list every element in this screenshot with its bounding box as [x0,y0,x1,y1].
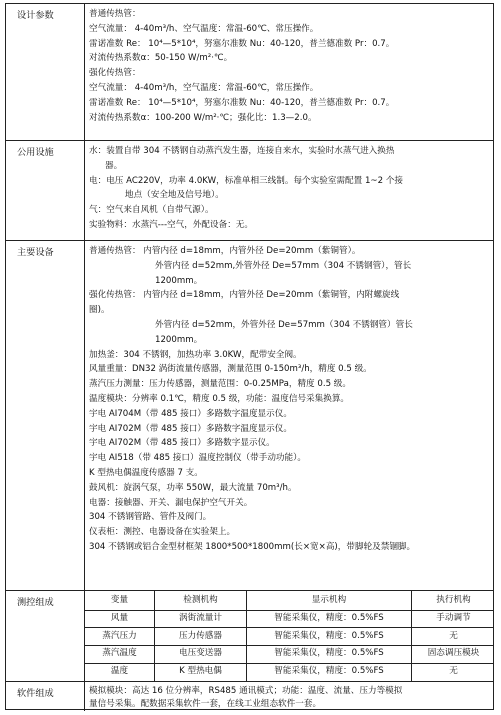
text-line: 宇电 AI518（带 485 接口）温度控制仪（带手动功能）。 [89,453,306,464]
text-line: 1200mm。 [155,275,203,286]
cell-detector: 涡街流量计 [155,609,247,628]
software-label: 软件组成 [17,688,54,699]
table-header-row [85,591,493,611]
text-line: 宇电 AI702M（带 485 接口）多路数字显示仪。 [89,438,275,449]
cell-variable: 风量 [85,609,155,628]
text-line: 风量重量：DN32 涡街流量传感器，测量范围 0-150m³/h，精度 0.5 级。 [89,364,372,375]
header-detector: 检测机构 [155,591,247,610]
cell-variable: 温度 [85,662,155,682]
text-line: 外管内径 d=52mm，外管外径 De=57mm（304 不锈钢管）管长 [155,319,413,330]
table-row [85,644,493,664]
measurement-table [85,591,493,681]
design-params-row [6,4,493,141]
cell-detector: 电压变送器 [155,644,247,663]
text-line: 蒸汽压力测量：压力传感器，测量范围：0-0.25MPa，精度 0.5 级。 [89,379,351,390]
cell-display: 智能采集仪，精度：0.5%FS [247,627,412,646]
text-line: 空气流量： 4-40m³/h，空气温度：常温-60℃，常压操作。 [89,82,319,93]
equipment-content [89,244,491,555]
cell-detector: 压力传感器 [155,627,247,646]
text-line: 1200mm。 [155,334,203,345]
text-line: 对流传热系数α：100-200 W/m²·℃；强化比：1.3—2.0。 [89,112,317,123]
measurement-label: 测控组成 [17,597,54,608]
text-line: K 型热电偶温度传感器 7 支。 [89,467,203,478]
cell-actuator: 固态调压模块 [427,648,480,659]
text-line: 电器：接触器、开关、漏电保护空气开关。 [89,497,253,508]
cell-display: 智能采集仪，精度：0.5%FS [247,609,412,628]
text-line: 模拟模块：高达 16 位分辨率，RS485 通讯模式；功能：温度、流量、压力等模拟 [89,686,403,696]
header-variable: 变量 [85,591,155,610]
cell-detector: K 型热电偶 [155,662,247,682]
table-row [85,627,493,647]
text-line: 电：电压 AC220V，功率 4.0KW，标准单相三线制。每个实验室需配置 1~2 个接 [89,175,404,186]
text-line: 加热釜：304 不锈钢，加热功率 3.0KW，配带安全阀。 [89,349,302,360]
utilities-label: 公用设施 [17,147,54,158]
text-line: 强化传热管： [89,68,141,79]
text-line: 地点（安全地及信号地）。 [125,190,224,201]
cell-actuator: 手动调节 [436,612,471,623]
text-line: 宇电 AI704M（带 485 接口）多路数字温度显示仪。 [89,408,292,419]
design-params-label: 设计参数 [17,10,54,21]
text-line: 仪表柜：测控、电器设备在实验架上。 [89,527,236,538]
design-params-content [89,7,491,125]
text-line: 气：空气来自风机（自带气源）。 [89,205,214,216]
text-line: 304 不锈钢管路、管件及阀门。 [89,512,212,523]
text-line: 外管内径 d=52mm,外管外径 De=57mm（304 不锈钢管），管长 [155,260,412,271]
text-line: 普通传热管： [89,9,141,19]
text-line: 普通传热管： 内管内径 d=18mm，内管外径 De=20mm（紫铜管）。 [89,246,361,256]
text-line: 实验物料：水蒸汽---空气，外配设备：无。 [89,219,253,230]
header-display: 显示机构 [247,591,412,610]
text-line: 宇电 AI702M（带 485 接口）多路数字温度显示仪。 [89,423,292,434]
cell-display: 智能采集仪，精度：0.5%FS [247,662,412,682]
text-line: 量信号采集。配数据采集软件一套，在线工业组态软件一套。 [89,698,322,709]
cell-display: 智能采集仪，精度：0.5%FS [247,644,412,663]
cell-actuator: 无 [449,666,458,677]
text-line: 雷诺准数 Re： 10⁴—5*10⁴，努塞尔准数 Nu：40-120，普兰德准数 Pr：0.7。 [89,38,395,49]
header-actuator: 执行机构 [436,595,471,605]
table-row [85,609,493,629]
text-line: 304 不锈钢或铝合金型材框架 1800*500*1800mm(长×宽×高)，带脚轮及禁锢脚。 [89,541,416,552]
text-line: 圈)。 [89,305,110,316]
spec-table [5,3,494,710]
utilities-content [89,144,491,233]
text-line: 雷诺准数 Re： 10⁴—5*10⁴，努塞尔准数 Nu：40-120，普兰德准数 Pr：0.7。 [89,97,395,108]
table-row [85,662,493,682]
text-line: 水：装置自带 304 不锈钢自动蒸汽发生器，连接自来水，实验时水蒸气进入换热 [89,146,395,156]
text-line: 强化传热管： 内管内径 d=18mm，内管外径 De=20mm（紫铜管，内附螺旋线 [89,290,400,301]
cell-variable: 蒸汽压力 [85,627,155,646]
text-line: 鼓风机：旋涡气泵，功率 550W，最大流量 70m³/h。 [89,482,297,493]
text-line: 对流传热系数α：50-150 W/m²·℃。 [89,53,233,64]
cell-actuator: 无 [449,630,458,641]
text-line: 温度模块：分辨率 0.1℃，精度 0.5 级，功能：温度信号采集换算。 [89,393,350,404]
software-content [89,685,491,710]
text-line: 器。 [105,160,123,171]
text-line: 空气流量： 4-40m³/h、空气温度：常温-60℃、常压操作。 [89,23,319,34]
equipment-row [6,241,493,591]
utilities-row [6,141,493,241]
measurement-row [6,591,493,682]
software-row [6,682,493,711]
equipment-label: 主要设备 [17,247,54,258]
cell-variable: 蒸汽温度 [85,644,155,663]
